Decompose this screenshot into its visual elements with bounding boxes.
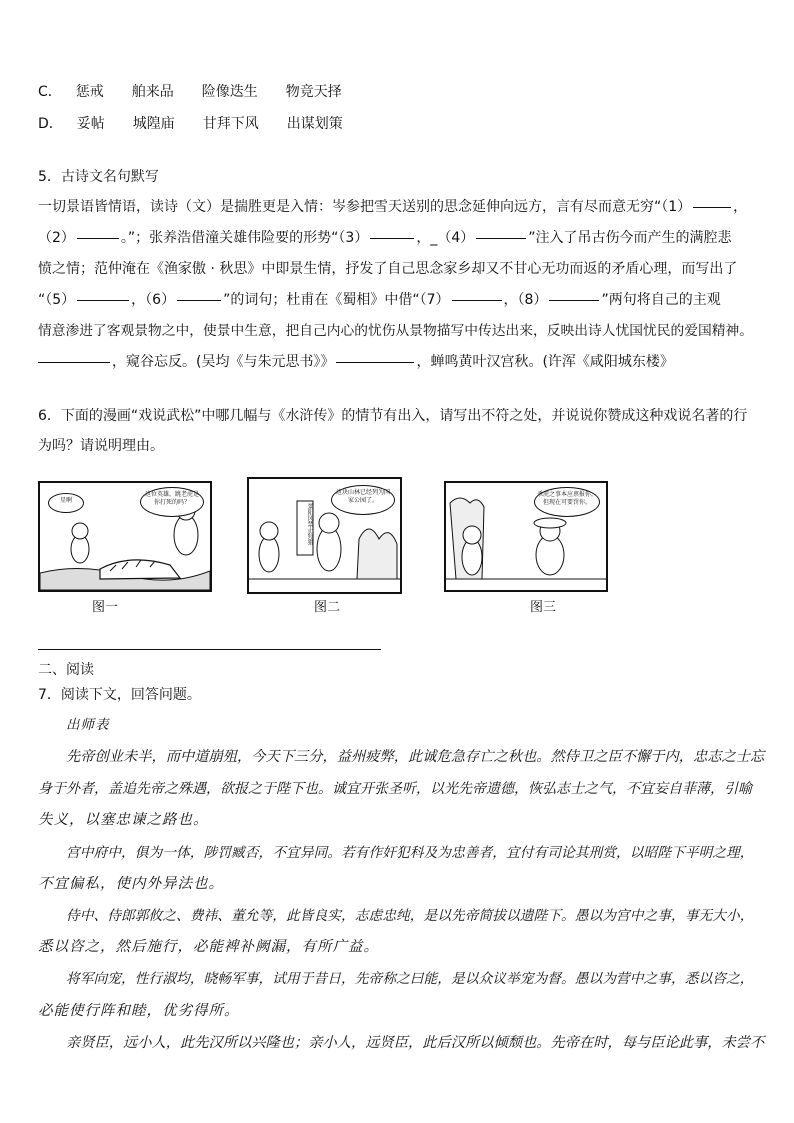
option-word: 出谋划策 [286,116,343,132]
answer-blank[interactable] [452,299,502,301]
option-word: 城隍庙 [132,116,175,132]
q5-line-6: ，窥谷忘反。(吴均《与朱元思书》》 ，蝉鸣黄叶汉宫秋。(许浑《咸阳城东楼》 [38,352,674,372]
passage-line: 先帝创业未半，而中道崩殂，今天下三分，益州疲弊，此诚危急存亡之秋也。然侍卫之臣不懈于内，忠志之士忘 [66,749,765,765]
option-label: D． [38,116,63,132]
q5-title: 5．古诗文名句默写 [38,169,159,185]
passage-line: 失义，以塞忠谏之路也。 [38,812,209,828]
passage-title: 出师表 [66,717,110,733]
option-word: 险像迭生 [201,84,258,100]
answer-blank[interactable] [476,237,526,239]
q5-line-2: （2） 。”；张养浩借潼关雄伟险要的形势“（3） ，_（4） ”注入了吊古伤今而产生的满腔悲 [38,230,732,246]
passage-line: 侍中、侍郎郭攸之、费祎、董允等，此皆良实，志虑忠纯，是以先帝简拔以遗陛下。愚以为宫中之事，事无大小， [66,908,754,924]
option-word: 物竞天择 [285,84,342,100]
answer-blank[interactable] [549,299,599,301]
q6-line-1: 6．下面的漫画“戏说武松”中哪几幅与《水浒传》的情节有出入，请写出不符之处，并说说你赞成这种戏说名著的行 [38,408,748,424]
comic-caption-3: 图三 [530,600,557,615]
section-title: 二、阅读 [38,662,94,678]
passage-line: 将军向宠，性行淑均，晓畅军事，试用于昔日，先帝称之曰能，是以众议举宠为督。愚以为营中之事，悉以咨之， [66,971,754,987]
answer-blank[interactable] [370,237,414,239]
q7-prompt: 7．阅读下文，回答问题。 [38,687,201,703]
speech-bubble: 杀虎之事本应禀报你，但现在可要罚你。 [534,487,600,517]
q5-line-1: 一切景语皆情语，读诗（文）是揣胜更是入情：岑参把雪天送别的思念延伸向远方，言有尽而意无穷“（1） ， [38,199,748,215]
q5-line-5: 情意渗进了客观景物之中，使景中生意，把自己内心的忧伤从景物描写中传达出来，反映出诗人忧国忧民的爱国精神。 [38,323,754,339]
passage-line: 悉以咨之，然后施行，必能裨补阙漏，有所广益。 [38,939,379,955]
passage-line: 必能使行阵和睦，优劣得所。 [38,1003,240,1019]
speech-bubble: 星啊 [48,493,84,513]
answer-blank[interactable] [77,237,119,239]
passage-line: 宫中府中，俱为一体，陟罚臧否，不宜异同。若有作奸犯科及为忠善者，宜付有司论其刑赏，以昭陛下平明之理， [66,845,754,861]
comic-caption-1: 图一 [92,600,119,615]
comic-caption-2: 图二 [314,600,341,615]
q5-line-4: “（5） ，（6） ”的词句；杜甫在《蜀相》中借“（7） ，（8） ”两句将自己的主观 [38,292,721,308]
divider-line [38,649,381,650]
warning-sign: 景阳冈禁止狩猎 [306,503,313,545]
answer-blank[interactable] [693,206,731,208]
answer-blank[interactable] [38,361,110,363]
passage-line: 亲贤臣，远小人，此先汉所以兴隆也；亲小人，远贤臣，此后汉所以倾颓也。先帝在时，每与臣论此事，未尝不 [66,1035,765,1051]
comic-panel-3 [444,481,608,592]
option-d [38,114,343,134]
comic-panel-1 [38,481,212,592]
option-word: 妥帖 [76,116,105,132]
option-label: C． [38,84,62,100]
option-word: 惩戒 [75,84,104,100]
option-c [38,82,342,102]
answer-blank[interactable] [336,361,414,363]
speech-bubble: 这块山林已经列为国家公园了。 [331,485,395,515]
passage-line: 不宜偏私，使内外异法也。 [38,876,224,892]
comic-panel-2 [247,477,402,594]
answer-blank[interactable] [177,299,221,301]
passage-line: 身于外者，盖追先帝之殊遇，欲报之于陛下也。诚宜开张圣听，以光先帝遗德，恢弘志士之气，不宜妄自菲薄，引喻 [38,781,752,797]
option-word: 舶来品 [131,84,174,100]
option-word: 甘拜下风 [202,116,259,132]
answer-blank[interactable] [77,299,129,301]
speech-bubble: 这位英雄，跳老虎是你打死的吗？ [140,487,204,517]
q5-line-3: 愤之情；范仲淹在《渔家傲 · 秋思》中即景生情，抒发了自己思念家乡却又不甘心无功而返的矛盾心理，而写出了 [38,261,738,277]
q6-line-2: 为吗？请说明理由。 [38,438,164,454]
